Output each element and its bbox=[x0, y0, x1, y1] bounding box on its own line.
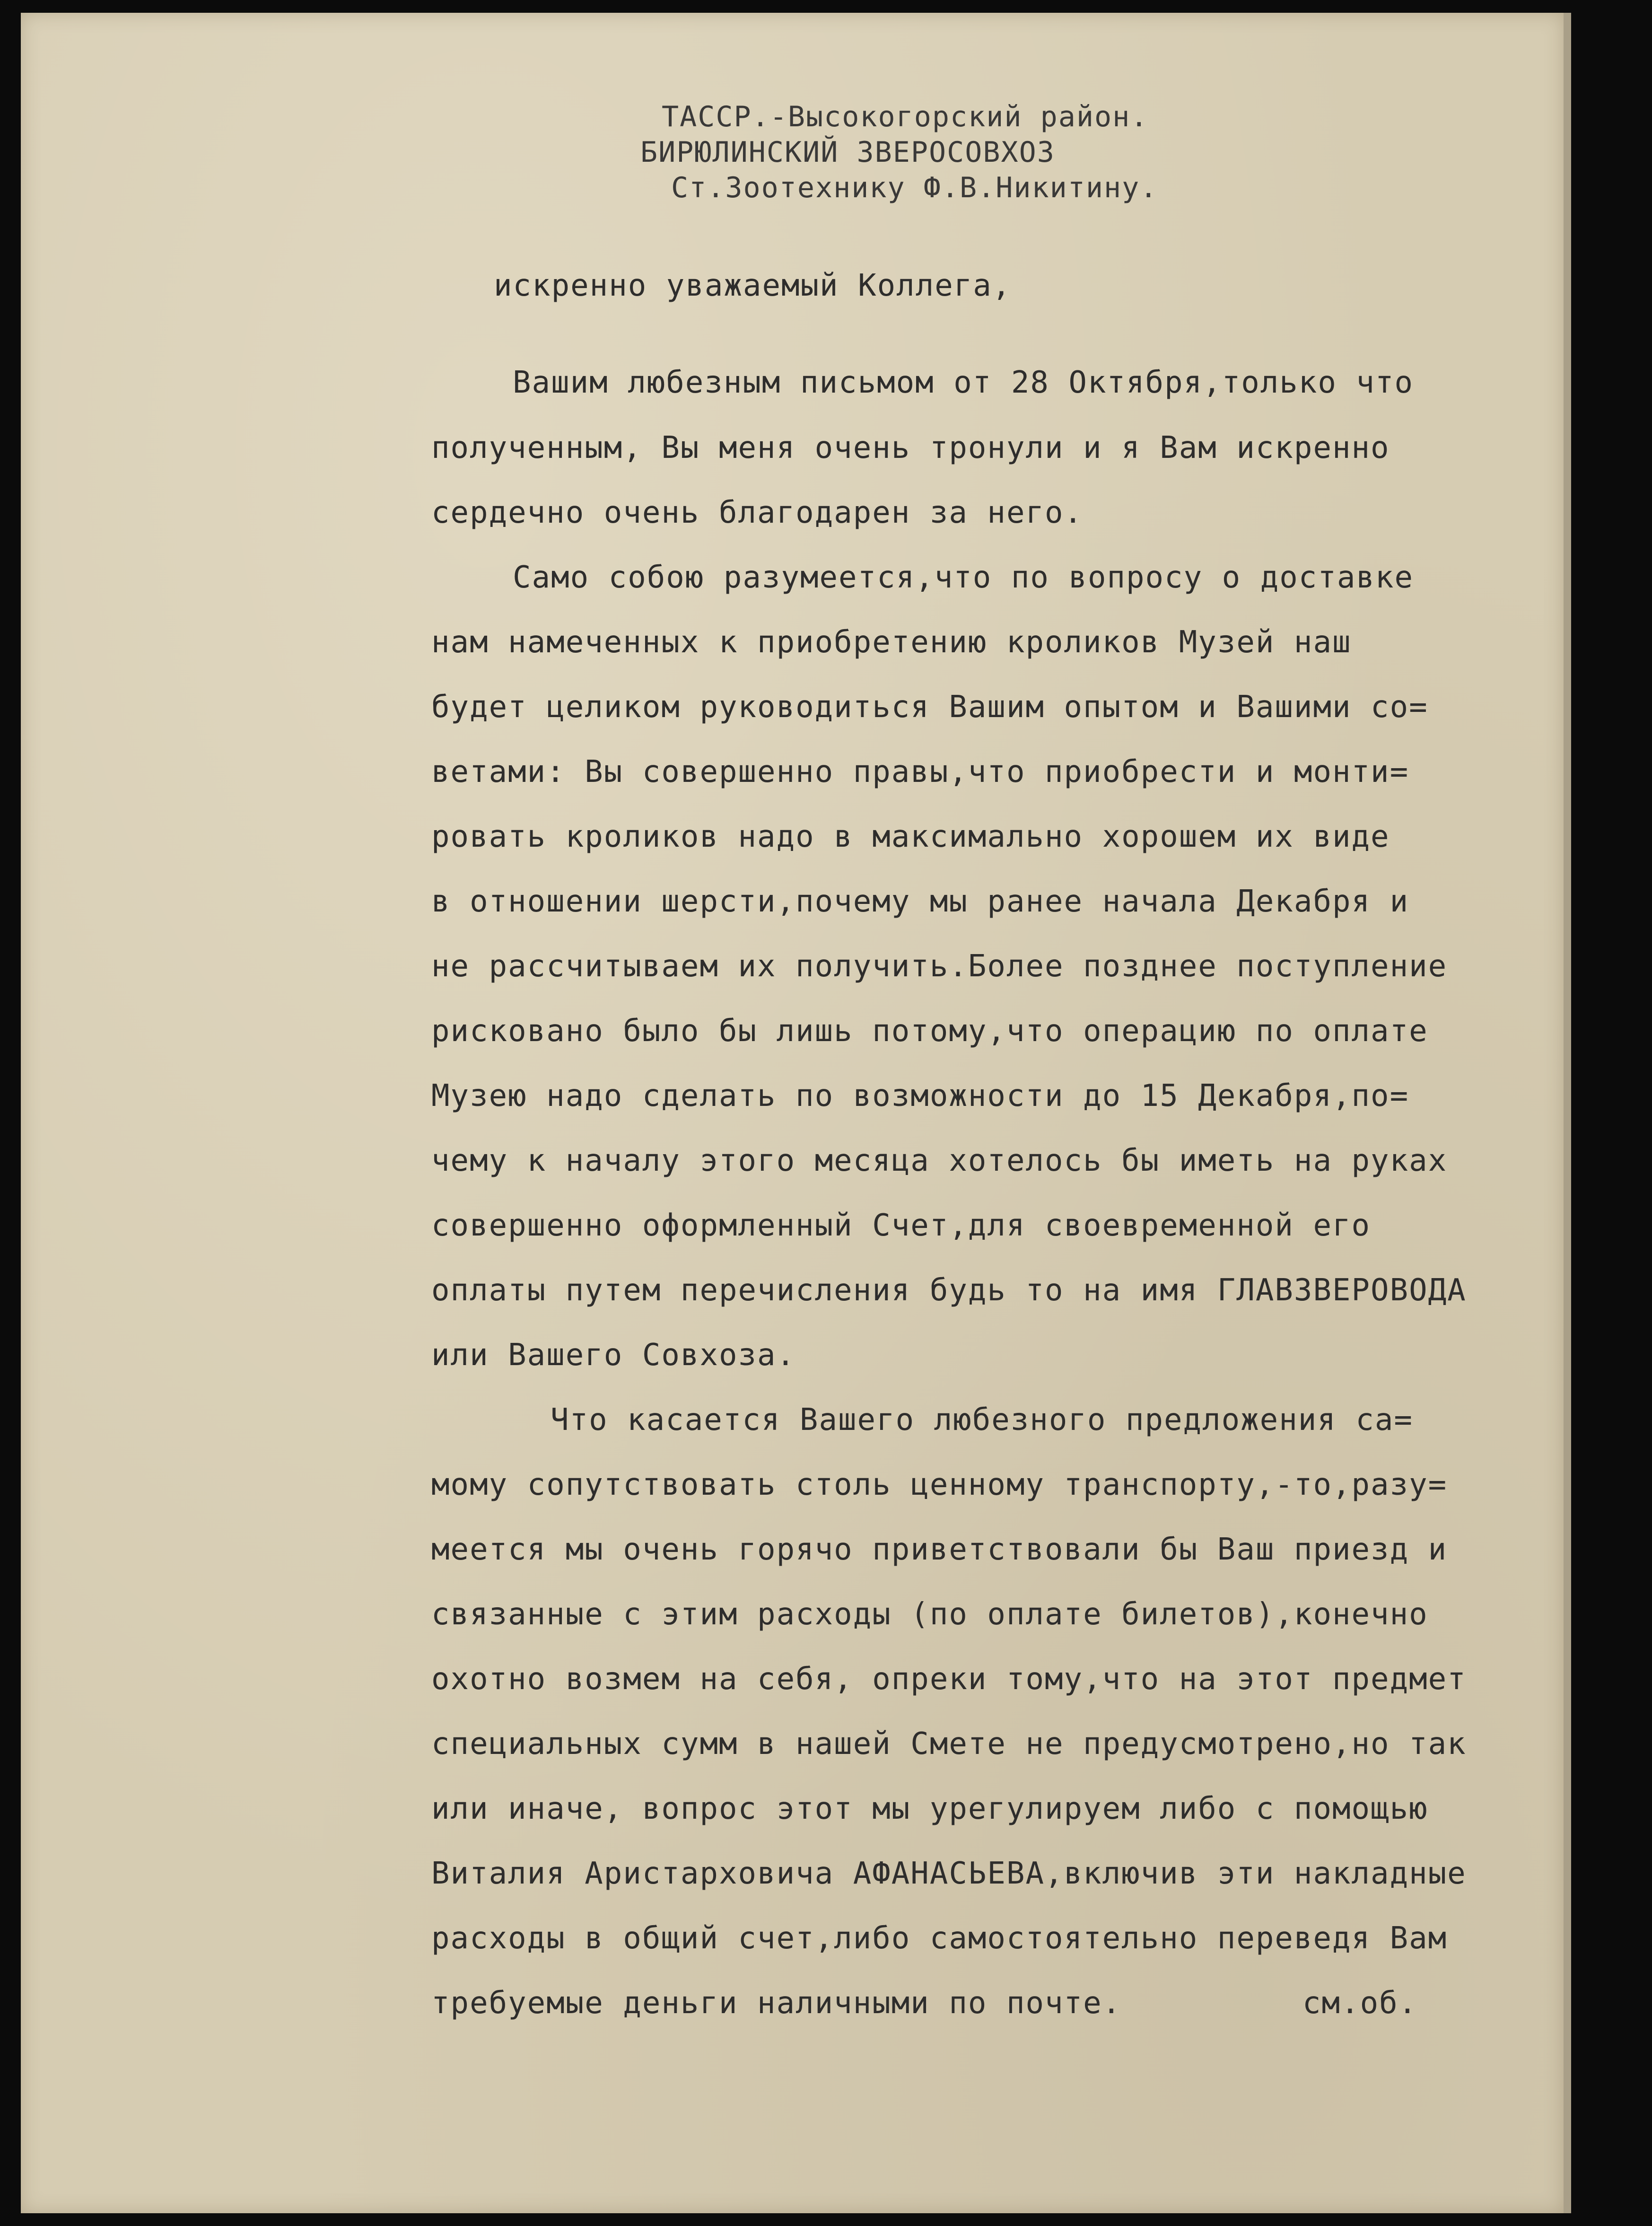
body-line: Само собою разумеется,что по вопросу о доставке bbox=[513, 560, 1414, 595]
body-line: связанные с этим расходы (по оплате билетов),конечно bbox=[431, 1597, 1428, 1632]
body-line: ветами: Вы совершенно правы,что приобрести и монти= bbox=[431, 754, 1409, 789]
body-line: или иначе, вопрос этот мы урегулируем либо с помощью bbox=[431, 1791, 1428, 1826]
body-line: Вашим любезным письмом от 28 Октября,только что bbox=[513, 365, 1414, 400]
salutation: искренно уважаемый Коллега, bbox=[494, 268, 1012, 303]
body-line: совершенно оформленный Счет,для своевременной его bbox=[431, 1208, 1371, 1243]
body-line: рисковано было бы лишь потому,что операцию по оплате bbox=[431, 1014, 1428, 1049]
typewritten-letter-page bbox=[21, 13, 1564, 2213]
body-line: сердечно очень благодарен за него. bbox=[431, 495, 1084, 530]
header-region-line: ТАССР.-Высокогорский район. bbox=[662, 100, 1149, 133]
body-line: Виталия Аристарховича АФАНАСЬЕВА,включив эти накладные bbox=[431, 1856, 1467, 1891]
body-line: в отношении шерсти,почему мы ранее начала Декабря и bbox=[431, 884, 1409, 919]
body-line: меется мы очень горячо приветствовали бы Ваш приезд и bbox=[431, 1532, 1448, 1567]
header-sovkhoz-line: БИРЮЛИНСКИЙ ЗВЕРОСОВХОЗ bbox=[640, 136, 1055, 169]
header-addressee-line: Ст.Зоотехнику Ф.В.Никитину. bbox=[671, 171, 1158, 204]
body-line: требуемые деньги наличными по почте. bbox=[431, 1986, 1122, 2021]
body-line: Что касается Вашего любезного предложения са= bbox=[551, 1402, 1413, 1437]
body-line: не рассчитываем их получить.Более позднее поступление bbox=[431, 949, 1448, 984]
body-line: ровать кроликов надо в максимально хорошем их виде bbox=[431, 819, 1390, 854]
body-line: или Вашего Совхоза. bbox=[431, 1338, 796, 1373]
body-line: Музею надо сделать по возможности до 15 Декабря,по= bbox=[431, 1078, 1409, 1113]
body-line: мому сопутствовать столь ценному транспорту,-то,разу= bbox=[431, 1467, 1448, 1502]
body-line: оплаты путем перечисления будь то на имя ГЛАВЗВЕРОВОДА bbox=[431, 1273, 1467, 1308]
body-line: нам намеченных к приобретению кроликов Музей наш bbox=[431, 625, 1352, 660]
body-line: охотно возмем на себя, опреки тому,что на этот предмет bbox=[431, 1662, 1467, 1697]
body-line: расходы в общий счет,либо самостоятельно переведя Вам bbox=[431, 1921, 1448, 1956]
body-line: полученным, Вы меня очень тронули и я Вам искренно bbox=[431, 430, 1390, 465]
body-line: чему к началу этого месяца хотелось бы иметь на руках bbox=[431, 1143, 1448, 1178]
paper-edge bbox=[1564, 13, 1571, 2213]
see-reverse-note: см.об. bbox=[1302, 1986, 1418, 2021]
body-line: специальных сумм в нашей Смете не предусмотрено,но так bbox=[431, 1726, 1467, 1762]
body-line: будет целиком руководиться Вашим опытом и Вашими со= bbox=[431, 690, 1428, 725]
